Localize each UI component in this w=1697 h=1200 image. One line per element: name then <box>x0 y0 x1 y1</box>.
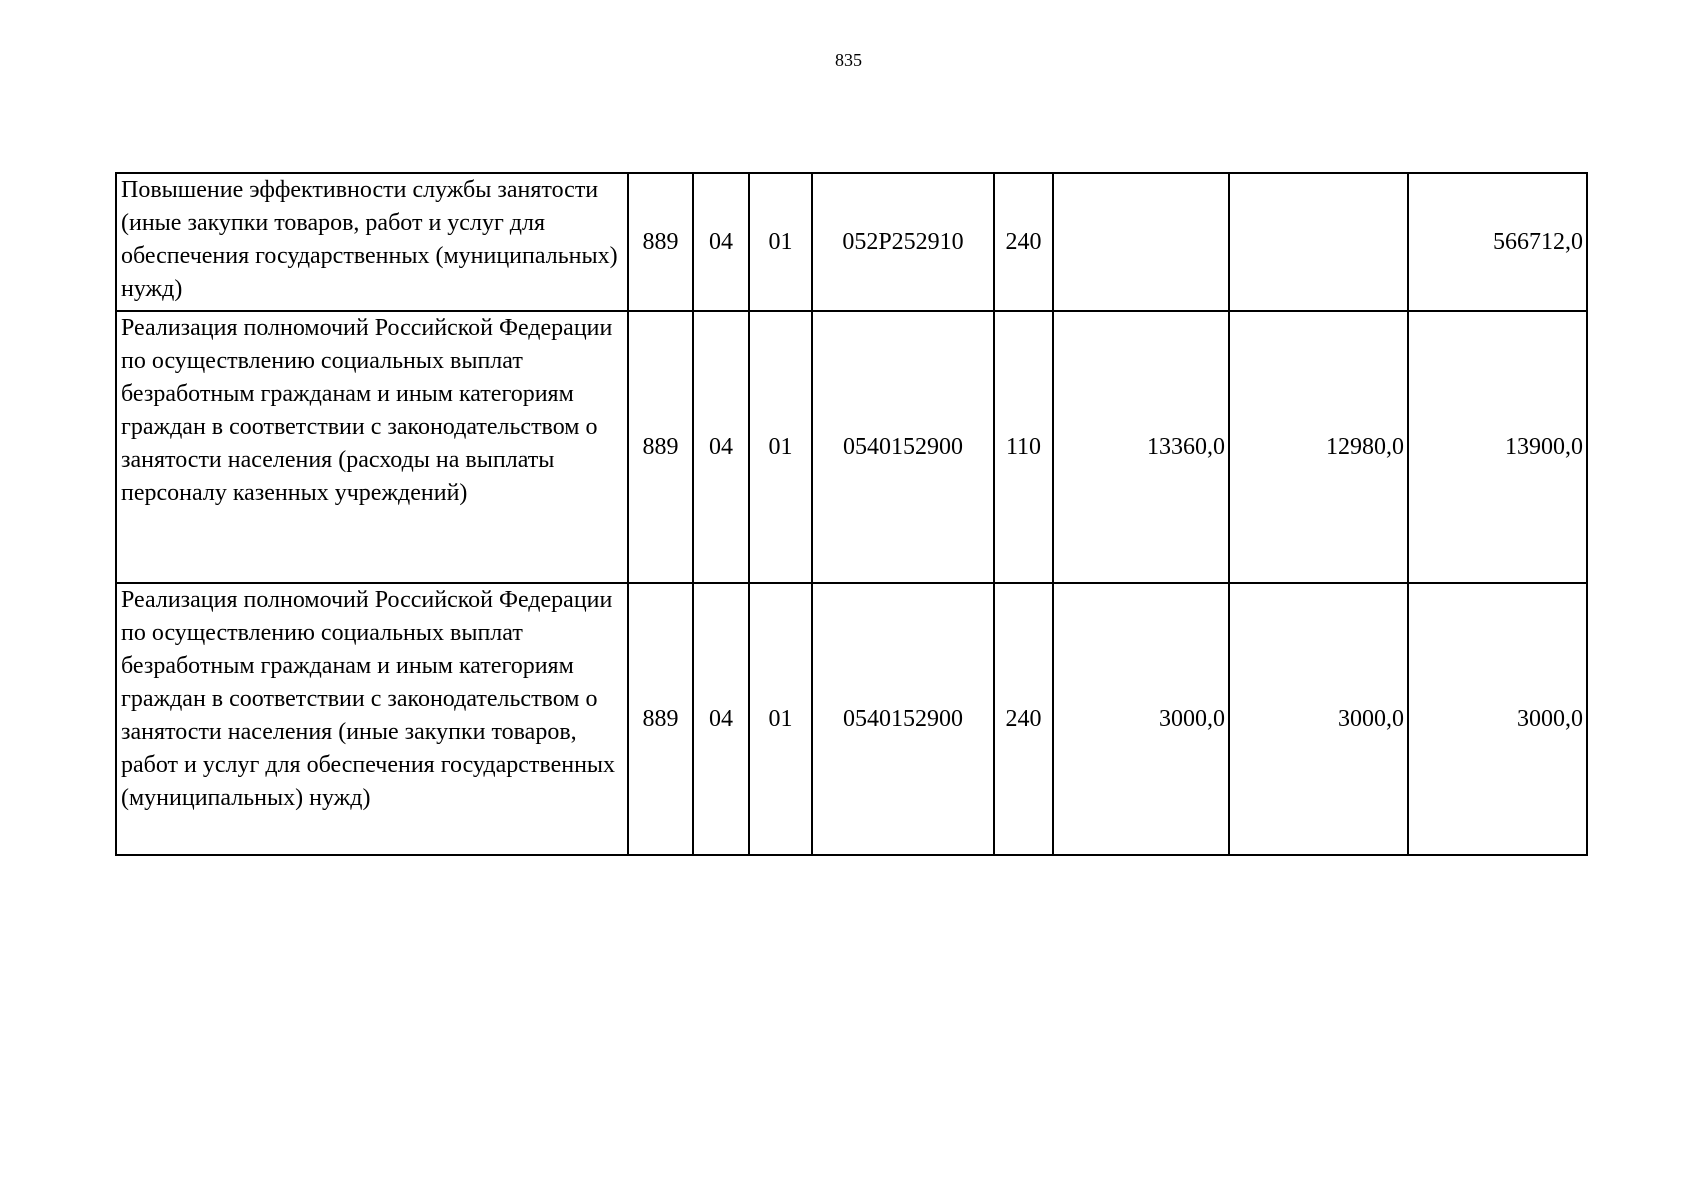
expense-type-cell: 240 <box>994 583 1053 855</box>
expense-type-cell: 240 <box>994 173 1053 311</box>
amount-1-cell <box>1053 173 1229 311</box>
grbs-cell: 889 <box>628 311 693 583</box>
section-cell: 04 <box>693 583 749 855</box>
grbs-cell: 889 <box>628 583 693 855</box>
section-cell: 04 <box>693 311 749 583</box>
page-number: 835 <box>835 50 862 70</box>
budget-table <box>115 172 1588 856</box>
amount-3-cell: 566712,0 <box>1408 173 1587 311</box>
grbs-cell: 889 <box>628 173 693 311</box>
subsection-cell: 01 <box>749 173 812 311</box>
expense-type-cell: 110 <box>994 311 1053 583</box>
amount-2-cell: 3000,0 <box>1229 583 1408 855</box>
subsection-cell: 01 <box>749 583 812 855</box>
table-row <box>116 173 1587 311</box>
row-name-cell: Повышение эффективности службы занятости (иные закупки товаров, работ и услуг для обеспечения государственных (муниципальных) нужд) <box>116 173 628 311</box>
target-article-cell: 052P252910 <box>812 173 994 311</box>
subsection-cell: 01 <box>749 311 812 583</box>
amount-1-cell: 13360,0 <box>1053 311 1229 583</box>
target-article-cell: 0540152900 <box>812 583 994 855</box>
table-row <box>116 583 1587 855</box>
row-name-cell: Реализация полномочий Российской Федерации по осуществлению социальных выплат безработным гражданам и иным категориям граждан в соответствии с законодательством о занятости населения (расходы на выплаты персоналу казенных учреждений) <box>116 311 628 583</box>
section-cell: 04 <box>693 173 749 311</box>
amount-1-cell: 3000,0 <box>1053 583 1229 855</box>
table-row <box>116 311 1587 583</box>
amount-2-cell: 12980,0 <box>1229 311 1408 583</box>
amount-3-cell: 13900,0 <box>1408 311 1587 583</box>
amount-3-cell: 3000,0 <box>1408 583 1587 855</box>
amount-2-cell <box>1229 173 1408 311</box>
target-article-cell: 0540152900 <box>812 311 994 583</box>
row-name-cell: Реализация полномочий Российской Федерации по осуществлению социальных выплат безработным гражданам и иным категориям граждан в соответствии с законодательством о занятости населения (иные закупки товаров, работ и услуг для обеспечения государственных (муниципальных) нужд) <box>116 583 628 855</box>
